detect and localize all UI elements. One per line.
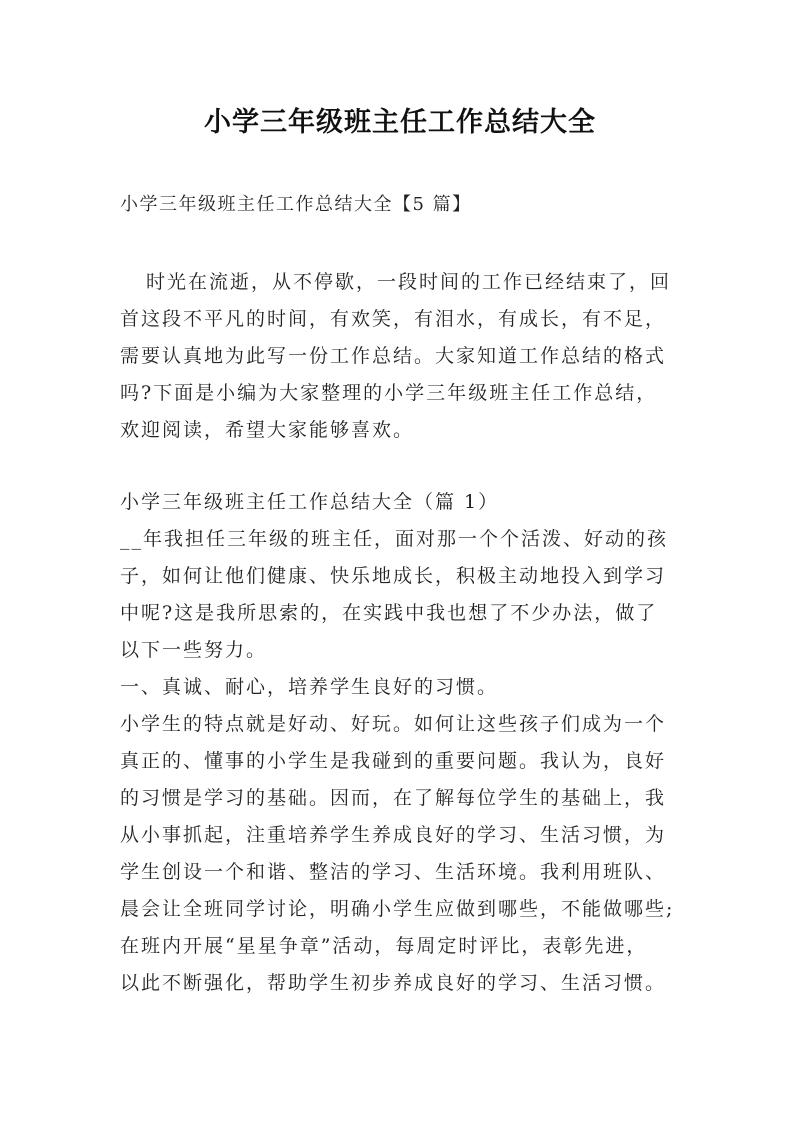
intro-line: 吗?下面是小编为大家整理的小学三年级班主任工作总结， bbox=[120, 382, 658, 404]
intro-line: 需要认真地为此写一份工作总结。大家知道工作总结的格式 bbox=[120, 345, 667, 367]
body-line: 以此不断强化，帮助学生初步养成良好的学习、生活习惯。 bbox=[120, 972, 667, 994]
subheading: 一、真诚、耐心，培养学生良好的习惯。 bbox=[120, 676, 499, 698]
section-1 bbox=[120, 484, 680, 1002]
intro-line: 欢迎阅读，希望大家能够喜欢。 bbox=[120, 419, 415, 441]
section-heading: 小学三年级班主任工作总结大全（篇 1） bbox=[120, 491, 500, 513]
intro-paragraph bbox=[120, 264, 680, 449]
body-line: 的习惯是学习的基础。因而，在了解每位学生的基础上，我 bbox=[120, 787, 667, 809]
body-line: 在班内开展“星星争章”活动，每周定时评比，表彰先进， bbox=[120, 935, 648, 957]
body-line: __年我担任三年级的班主任，面对那一个个活泼、好动的孩 bbox=[120, 528, 669, 550]
body-line: 晨会让全班同学讨论，明确小学生应做到哪些，不能做哪些; bbox=[120, 898, 675, 920]
document-subtitle: 小学三年级班主任工作总结大全【5 篇】 bbox=[120, 194, 472, 215]
body-line: 从小事抓起，注重培养学生养成良好的学习、生活习惯，为 bbox=[120, 824, 667, 846]
body-line: 真正的、懂事的小学生是我碰到的重要问题。我认为，良好 bbox=[120, 750, 667, 772]
body-line: 中呢?这是我所思索的，在实践中我也想了不少办法，做了 bbox=[120, 602, 658, 624]
body-line: 子，如何让他们健康、快乐地成长，积极主动地投入到学习 bbox=[120, 565, 667, 587]
body-line: 学生创设一个和谐、整洁的学习、生活环境。我利用班队、 bbox=[120, 861, 667, 883]
intro-line: 首这段不平凡的时间，有欢笑，有泪水，有成长，有不足， bbox=[120, 308, 667, 330]
body-line: 以下一些努力。 bbox=[120, 639, 268, 661]
intro-line: 时光在流逝，从不停歇，一段时间的工作已经结束了，回 bbox=[146, 271, 672, 293]
document-title: 小学三年级班主任工作总结大全 bbox=[204, 107, 596, 138]
body-line: 小学生的特点就是好动、好玩。如何让这些孩子们成为一个 bbox=[120, 713, 667, 735]
